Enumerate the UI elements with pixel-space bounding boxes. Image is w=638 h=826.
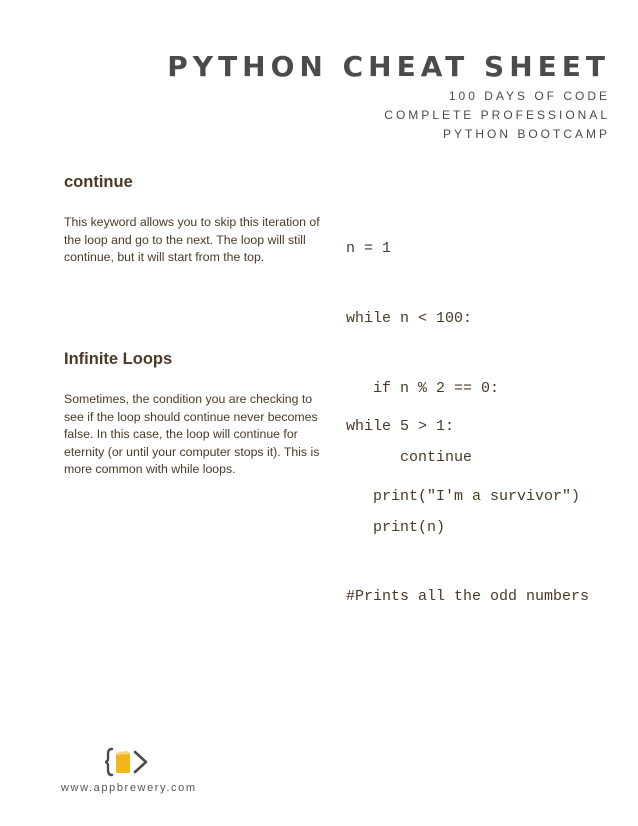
page-header xyxy=(167,50,610,144)
section-description: Sometimes, the condition you are checking to see if the loop should continue never becomes false. In this case, the loop will continue for eternity (or until your computer stops it). This is more common with while loops. xyxy=(64,392,320,476)
code-line: while n < 100: xyxy=(346,310,473,327)
section-continue xyxy=(64,172,329,267)
section-description: This keyword allows you to skip this iteration of the loop and go to the next. The loop will still continue, but it will start from the top. xyxy=(64,215,320,264)
app-brewery-logo-icon xyxy=(104,746,150,778)
page-title: PYTHON CHEAT SHEET xyxy=(167,50,610,83)
code-line: if n % 2 == 0: xyxy=(346,379,500,397)
code-line: print("I'm a survivor") xyxy=(346,488,581,505)
section-heading: continue xyxy=(64,173,133,191)
section-heading: Infinite Loops xyxy=(64,350,173,368)
code-line: n = 1 xyxy=(346,240,392,258)
subtitle-line: COMPLETE PROFESSIONAL xyxy=(384,108,610,122)
code-line: #Prints all the odd numbers xyxy=(346,588,590,606)
subtitle-line: 100 DAYS OF CODE xyxy=(448,89,610,103)
subtitle-block xyxy=(167,87,610,144)
code-block-infinite-loops xyxy=(346,369,580,531)
code-line: print(n) xyxy=(346,518,446,536)
code-line: continue xyxy=(346,449,473,467)
subtitle-line: PYTHON BOOTCAMP xyxy=(442,127,610,141)
section-infinite-loops xyxy=(64,349,329,479)
footer-url: www.appbrewery.com xyxy=(61,782,197,794)
code-line: while 5 > 1: xyxy=(346,418,455,436)
